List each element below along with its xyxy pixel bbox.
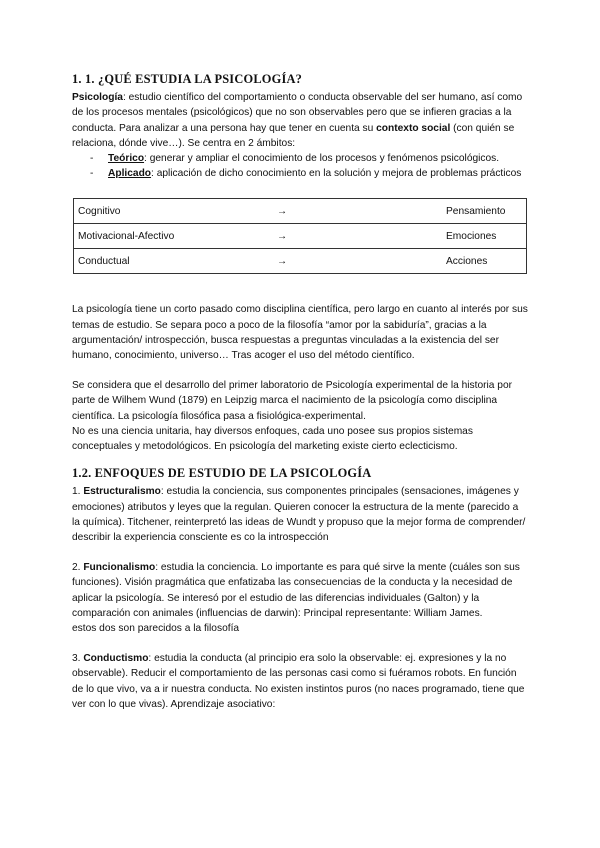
definition-paragraph: Psicología: estudio científico del comportamiento o conducta observable del ser humano, así como de los procesos mentales (psicológicos) que no son observables pero que se infieren gracias a la conducta. Para analizar a una persona hay que tener en cuenta su contexto social (con quién se relaciona, dónde vive…). Se centra en 2 ámbitos:: [72, 92, 523, 149]
table-row: Motivacional-Afectivo → Emociones: [74, 224, 527, 249]
scope-list: [72, 151, 528, 181]
context-term: contexto social: [376, 122, 451, 134]
arrow: →: [273, 224, 442, 249]
section-2-title: 1.2. ENFOQUES DE ESTUDIO DE LA PSICOLOGÍA: [72, 466, 372, 481]
approach-note: estos dos son parecidos a la filosofía: [72, 623, 240, 635]
dimensions-table: [73, 198, 527, 274]
approach-structuralism: 1. Estructuralismo: estudia la conciencia, sus componentes principales (sensaciones, imágenes y emociones) atributos y leyes que la regulan. Quieren conocer la estructura de la mente (parecido a la química). Titchener, reinterpretó las ideas de Wundt y propuso que la mejor forma de comprender/ describir la experiencia consciente es co la introspección: [72, 486, 526, 544]
approach-behaviorism: 3. Conductismo: estudia la conducta (al principio era solo la observable: ej. expresiones y la no observable). Reducir el comportamiento de las personas casi como si fuéramos robots. En función de lo que vivo, va a ir nuestra conducta. No existen instintos puros (no naces programado, tiene que ver con lo que vivas). Aprendizaje asociativo:: [72, 653, 525, 710]
section-1-title: 1. 1. ¿QUÉ ESTUDIA LA PSICOLOGÍA?: [72, 72, 303, 86]
list-item: - Teórico: generar y ampliar el conocimiento de los procesos y fenómenos psicológicos.: [90, 153, 500, 165]
arrow: →: [273, 199, 442, 224]
document-page: [72, 72, 528, 712]
laboratory-paragraph: Se considera que el desarrollo del primer laboratorio de Psicología experimental de la historia por parte de Wilhem Wund (1879) en Leipzig marca el nacimiento de la psicología como disciplina científica. La psicología filosófica pasa a fisiológica-experimental.: [72, 380, 513, 422]
table-row: Cognitivo → Pensamiento: [74, 199, 527, 224]
history-paragraph: La psicología tiene un corto pasado como disciplina científica, pero largo en cuanto al interés por sus temas de estudio. Se separa poco a poco de la filosofía “amor por la sabiduría”, gracias a la argumentación/ introspección, busca respuestas a preguntas vinculadas a la existencia del ser humano, conocimiento, universo… Tras acoger el uso del método científico.: [72, 304, 528, 362]
approach-functionalism: 2. Funcionalismo: estudia la conciencia. Lo importante es para qué sirve la mente (cuáles son sus funciones). Visión pragmática que enfatizaba las consecuencias de la conducta y la necesidad de aplicar la psicología. Se interesó por el estudio de las diferencias individuales (Galton) y la comparación con animales (influencias de darwin): Principal representante: William James.: [72, 562, 520, 619]
unity-paragraph: No es una ciencia unitaria, hay diversos enfoques, cada uno posee sus propios sistemas conceptuales y metodológicos. En psicología del marketing existe cierto eclecticismo.: [72, 425, 473, 453]
table-row: Conductual → Acciones: [74, 249, 527, 274]
arrow: →: [273, 249, 442, 274]
definition-term: Psicología: [72, 92, 123, 104]
list-item: - Aplicado: aplicación de dicho conocimiento en la solución y mejora de problemas prácticos: [90, 168, 522, 180]
